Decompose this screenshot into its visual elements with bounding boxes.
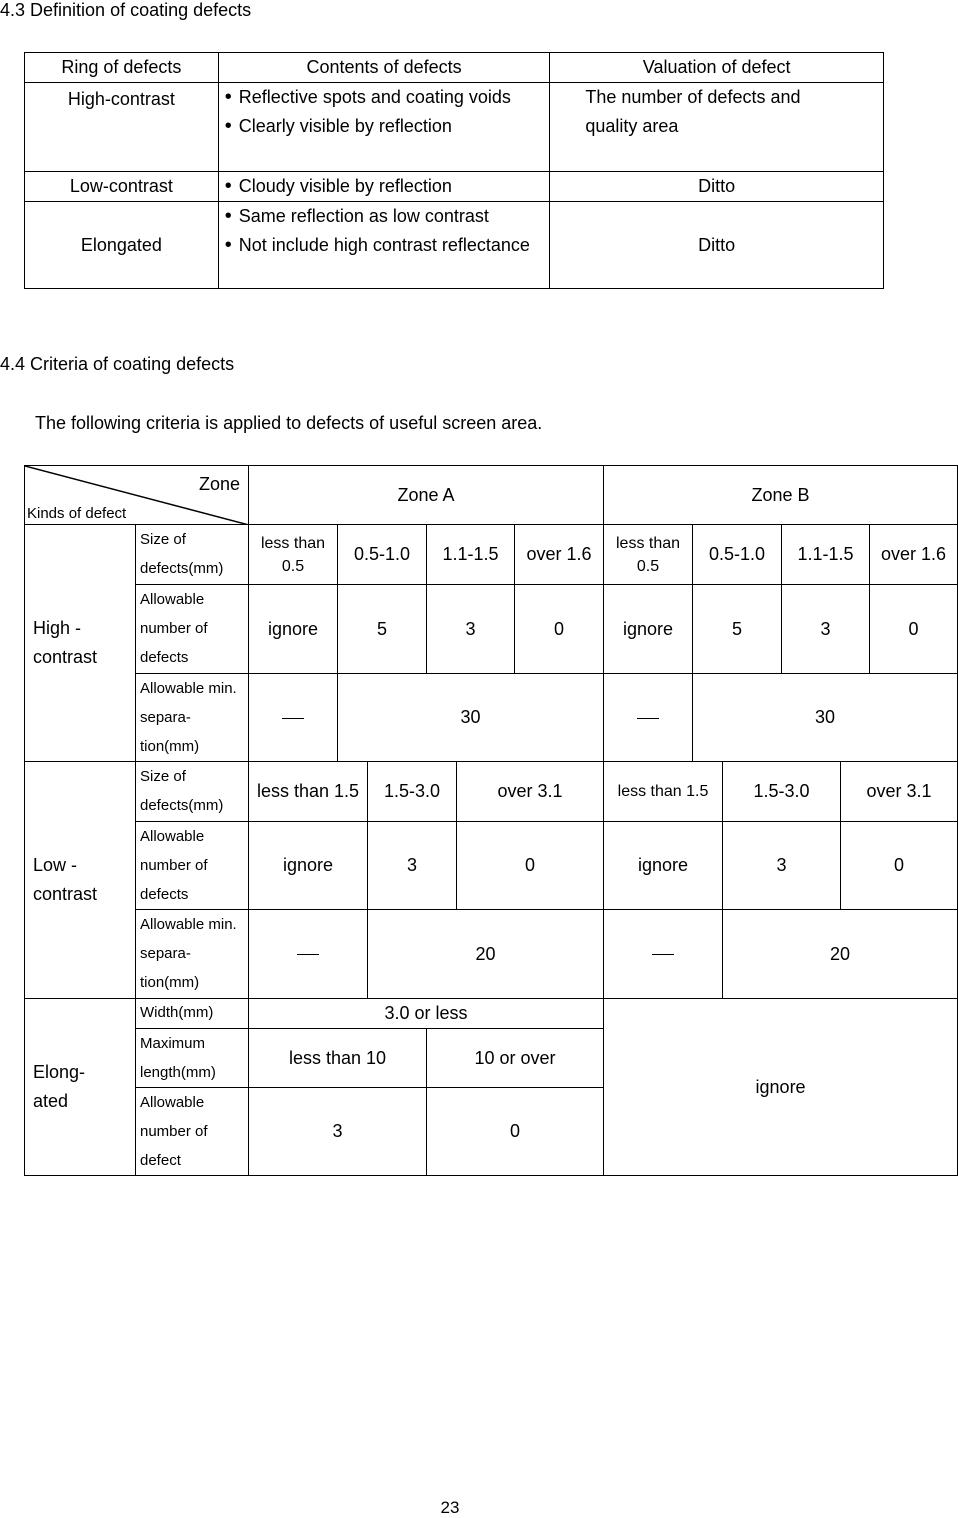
page-number: 23 <box>440 1498 460 1517</box>
dash-mark <box>282 718 304 719</box>
high-a-number-1: ignore <box>249 585 338 674</box>
high-b-separation-dash <box>604 674 693 762</box>
ring-low-contrast: Low-contrast <box>25 172 219 202</box>
low-b-number-2: 3 <box>723 822 841 910</box>
section-4-4-intro: The following criteria is applied to defects of useful screen area. <box>35 413 543 433</box>
criteria-table <box>24 465 958 1176</box>
dash-mark <box>652 954 674 955</box>
section-4-4-heading: 4.4 Criteria of coating defects <box>0 354 235 374</box>
corner-zone-label: Zone <box>198 474 240 494</box>
elongated-number-label: Allowable number of defect <box>136 1088 249 1176</box>
low-a-number-1: ignore <box>249 822 368 910</box>
high-a-size-1: less than 0.5 <box>249 525 338 585</box>
low-b-number-3: 0 <box>841 822 958 910</box>
bullet-item: • Same reflection as low contrast <box>219 202 550 231</box>
low-b-separation-dash <box>604 910 723 999</box>
bullet-item: • Not include high contrast reflectance <box>219 231 550 260</box>
elongated-label: Elong- ated <box>25 999 136 1176</box>
header-valuation: Valuation of defect <box>550 53 884 83</box>
bullet-item: • Clearly visible by reflection <box>219 112 550 141</box>
elongated-width-label: Width(mm) <box>136 999 249 1029</box>
elongated-b-ignore: ignore <box>604 999 958 1176</box>
high-b-separation: 30 <box>693 674 958 762</box>
high-a-number-3: 3 <box>427 585 515 674</box>
low-a-size-3: over 3.1 <box>457 762 604 822</box>
high-a-separation: 30 <box>338 674 604 762</box>
low-number-label: Allowable number of defects <box>136 822 249 910</box>
high-b-number-4: 0 <box>870 585 958 674</box>
header-contents: Contents of defects <box>218 53 550 83</box>
low-b-size-2: 1.5-3.0 <box>723 762 841 822</box>
valuation-low-contrast: Ditto <box>550 172 884 202</box>
high-b-number-3: 3 <box>782 585 870 674</box>
elongated-a-number-2: 0 <box>427 1088 604 1176</box>
high-b-size-1: less than 0.5 <box>604 525 693 585</box>
zone-a-header: Zone A <box>249 466 604 525</box>
high-size-label: Size of defects(mm) <box>136 525 249 585</box>
high-a-separation-dash <box>249 674 338 762</box>
corner-kinds-label: Kinds of defect <box>27 505 127 522</box>
low-a-number-2: 3 <box>368 822 457 910</box>
low-b-size-1: less than 1.5 <box>604 762 723 822</box>
bullet-item: • Cloudy visible by reflection <box>219 172 550 201</box>
high-b-size-3: 1.1-1.5 <box>782 525 870 585</box>
elongated-a-length-1: less than 10 <box>249 1029 427 1088</box>
high-b-size-2: 0.5-1.0 <box>693 525 782 585</box>
low-separation-label: Allowable min. separa- tion(mm) <box>136 910 249 999</box>
low-b-separation: 20 <box>723 910 958 999</box>
elongated-a-width: 3.0 or less <box>249 999 604 1029</box>
defect-definition-table <box>24 52 884 289</box>
high-b-number-2: 5 <box>693 585 782 674</box>
section-4-3-heading: 4.3 Definition of coating defects <box>0 0 252 20</box>
dash-mark <box>297 954 319 955</box>
ring-elongated: Elongated <box>25 202 219 289</box>
low-a-separation-dash <box>249 910 368 999</box>
elongated-length-label: Maximum length(mm) <box>136 1029 249 1088</box>
low-a-number-3: 0 <box>457 822 604 910</box>
high-separation-label: Allowable min. separa- tion(mm) <box>136 674 249 762</box>
high-number-label: Allowable number of defects <box>136 585 249 674</box>
bullet-item: • Reflective spots and coating voids <box>219 83 550 112</box>
elongated-a-number-1: 3 <box>249 1088 427 1176</box>
corner-cell <box>25 466 249 525</box>
valuation-elongated: Ditto <box>550 202 884 289</box>
ring-high-contrast: High-contrast <box>25 83 219 172</box>
zone-b-header: Zone B <box>604 466 958 525</box>
low-b-number-1: ignore <box>604 822 723 910</box>
contents-high-contrast <box>218 83 550 172</box>
contents-low-contrast <box>218 172 550 202</box>
header-ring: Ring of defects <box>25 53 219 83</box>
high-b-number-1: ignore <box>604 585 693 674</box>
low-a-size-2: 1.5-3.0 <box>368 762 457 822</box>
elongated-a-length-2: 10 or over <box>427 1029 604 1088</box>
low-a-separation: 20 <box>368 910 604 999</box>
dash-mark <box>637 718 659 719</box>
high-a-number-4: 0 <box>515 585 604 674</box>
valuation-high-contrast: The number of defects and quality area <box>550 83 884 172</box>
low-b-size-3: over 3.1 <box>841 762 958 822</box>
high-a-size-4: over 1.6 <box>515 525 604 585</box>
contents-elongated <box>218 202 550 289</box>
low-contrast-label: Low - contrast <box>25 762 136 999</box>
high-a-size-2: 0.5-1.0 <box>338 525 427 585</box>
high-a-number-2: 5 <box>338 585 427 674</box>
high-contrast-label: High - contrast <box>25 525 136 762</box>
low-a-size-1: less than 1.5 <box>249 762 368 822</box>
high-a-size-3: 1.1-1.5 <box>427 525 515 585</box>
high-b-size-4: over 1.6 <box>870 525 958 585</box>
low-size-label: Size of defects(mm) <box>136 762 249 822</box>
